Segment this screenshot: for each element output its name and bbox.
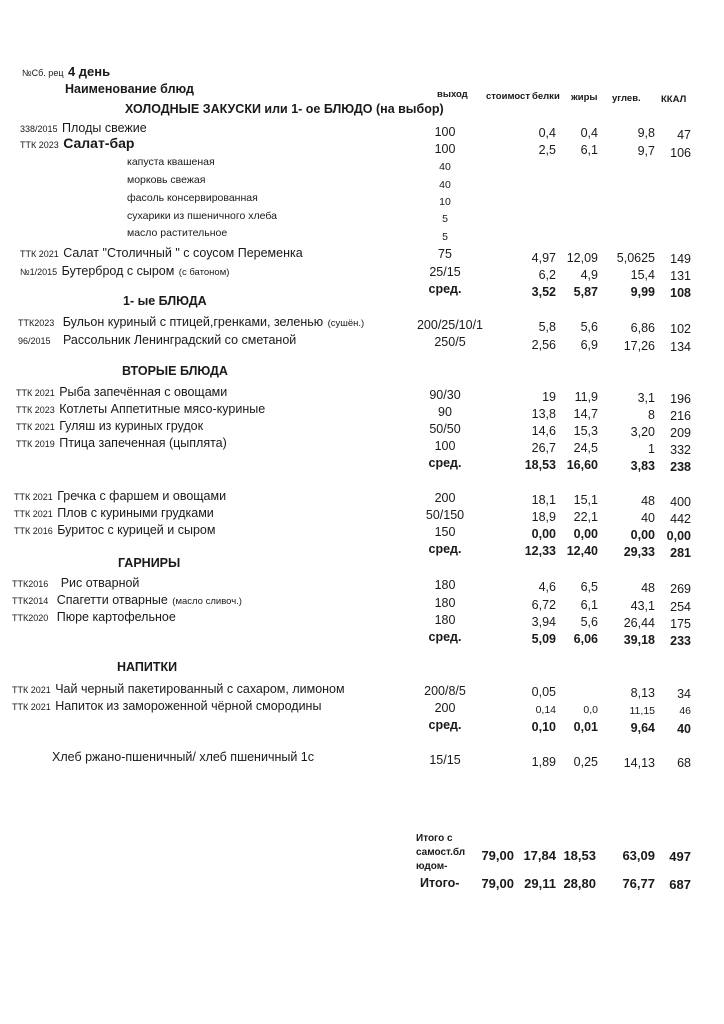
avg-label: сред. <box>428 456 462 470</box>
table-row: ТТК2023 Бульон куриный с птицей,гренками, зеленью (сушён.) <box>18 315 365 329</box>
table-row: ТТК 2021 Гречка с фаршем и овощами <box>14 489 227 503</box>
ingredient-row: капуста квашеная <box>127 156 215 168</box>
table-row: ТТК 2019 Птица запеченная (цыплята) <box>16 436 227 450</box>
table-row: ТТК 2021 Рыба запечённая с овощами <box>16 385 228 399</box>
total-label: Итого- <box>420 876 460 890</box>
column-header-carbs: углев. <box>612 93 641 104</box>
section-title-sides: ГАРНИРЫ <box>118 556 181 570</box>
table-row: ТТК 2021 Гуляш из куриных грудок <box>16 419 204 433</box>
total-self-cost: 79,00 <box>481 848 514 863</box>
table-row: ТТК 2016 Буритос с курицей и сыром <box>14 523 216 537</box>
total-cost: 79,00 <box>481 876 514 891</box>
table-row: ТТК2014 Спагетти отварные (масло сливоч.) <box>12 593 242 607</box>
bread-row: Хлеб ржано-пшеничный/ хлеб пшеничный 1с <box>52 750 314 764</box>
table-row: ТТК 2021 Салат "Столичный " с соусом Переменка <box>20 246 303 260</box>
day-title: 4 день <box>67 64 111 79</box>
ingredient-row: морковь свежая <box>127 174 206 186</box>
column-header-kcal: ККАЛ <box>661 94 687 105</box>
ingredient-row: масло растительное <box>127 227 228 239</box>
avg-label: сред. <box>428 282 462 296</box>
doc-header <box>22 63 110 81</box>
table-row: №1/2015 Бутерброд с сыром (с батоном) <box>20 264 230 278</box>
table-row: ТТК 2021 Напиток из замороженной чёрной смородины <box>12 699 322 713</box>
column-header-fat: жиры <box>571 92 598 103</box>
ingredient-row: сухарики из пшеничного хлеба <box>127 210 277 222</box>
table-row: ТТК2020 Пюре картофельное <box>12 610 176 624</box>
section-title-second: ВТОРЫЕ БЛЮДА <box>122 364 228 378</box>
table-row: ТТК 2021 Плов с куриными грудками <box>14 506 214 520</box>
column-header-cost: стоимост <box>486 91 530 102</box>
table-row: ТТК2016 Рис отварной <box>12 576 140 590</box>
total-self-label: Итого с самост.бл юдом- <box>416 833 466 872</box>
section-title-cold: ХОЛОДНЫЕ ЗАКУСКИ или 1- ое БЛЮДО (на выбор) <box>125 102 444 116</box>
section-title-first: 1- ые БЛЮДА <box>123 294 207 308</box>
avg-label: сред. <box>428 630 462 644</box>
table-row: 338/2015 Плоды свежие <box>20 121 147 135</box>
table-row: ТТК 2021 Чай черный пакетированный с сахаром, лимоном <box>12 682 345 696</box>
table-row: ТТК 2023 Салат-бар <box>20 135 135 151</box>
column-header-output: выход <box>437 89 468 100</box>
section-title-drinks: НАПИТКИ <box>117 660 178 674</box>
column-header-protein: белки <box>532 91 560 102</box>
recipe-no-label: №Сб. рец <box>22 68 64 78</box>
column-header-name: Наименование блюд <box>65 82 194 96</box>
avg-label: сред. <box>428 542 462 556</box>
table-row: ТТК 2023 Котлеты Аппетитные мясо-куриные <box>16 402 266 416</box>
table-row: 96/2015 Рассольник Ленинградский со сметаной <box>18 333 297 347</box>
ingredient-row: фасоль консервированная <box>127 192 258 204</box>
avg-label: сред. <box>428 718 462 732</box>
